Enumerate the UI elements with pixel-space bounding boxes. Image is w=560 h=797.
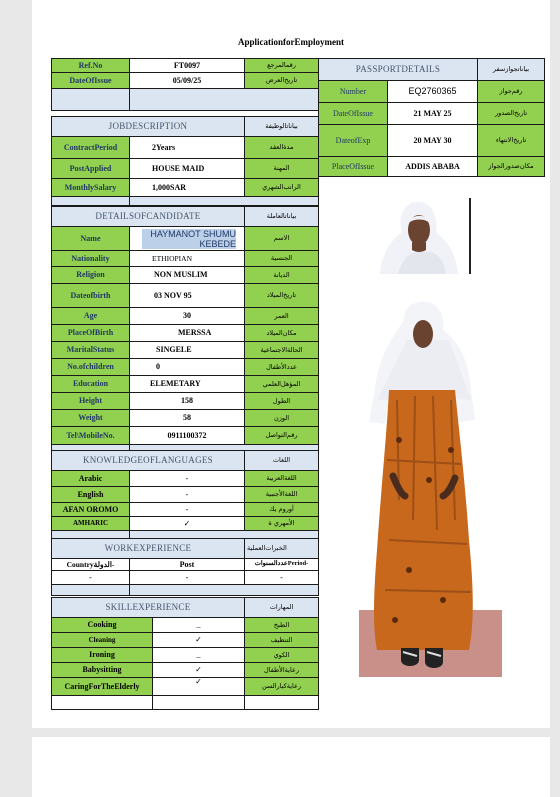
work-country-value: - xyxy=(52,571,130,585)
name-value: HAYMANOT SHUMU KEBEDE xyxy=(142,229,236,249)
skill-elderly-label-ar: رعاية‌كبار‌السن xyxy=(245,678,319,696)
next-page xyxy=(32,737,550,797)
issue-label-ar: تاريخ‌العرض xyxy=(245,73,319,89)
post-label: PostApplied xyxy=(52,159,130,179)
candidate-full-photo xyxy=(359,300,502,677)
work-col-period: عددالسنوات‌Period- xyxy=(245,559,319,571)
candidate-header: DETAILSOFCANDIDATE xyxy=(52,207,245,227)
children-value: 0 xyxy=(130,359,245,376)
age-value: 30 xyxy=(130,308,245,325)
children-label: No.ofchildren xyxy=(52,359,130,376)
skill-babysitting-value: ✓ xyxy=(153,663,245,678)
birthplace-value: MERSSA xyxy=(130,325,245,342)
dob-value: 03 NOV 95 xyxy=(130,284,245,308)
salary-value: 1,000SAR xyxy=(130,179,245,197)
height-label: Height xyxy=(52,393,130,410)
job-header: JOBDESCRIPTION xyxy=(52,117,245,137)
education-label: Education xyxy=(52,376,130,393)
education-value: ELEMETARY xyxy=(130,376,245,393)
passport-issue-value: 21 MAY 25 xyxy=(388,103,478,125)
children-label-ar: عددالأطفال xyxy=(245,359,319,376)
nationality-value: ETHIOPIAN xyxy=(130,251,245,267)
phone-label: Tel\MobileNo. xyxy=(52,427,130,445)
religion-value: NON MUSLIM xyxy=(130,267,245,284)
age-label: Age xyxy=(52,308,130,325)
document-title: ApplicationforEmployment xyxy=(237,37,344,47)
ref-label: Ref.No xyxy=(52,59,130,73)
skill-ironing-label-ar: الكوي xyxy=(245,648,319,663)
name-label-ar: الاسم xyxy=(245,227,319,251)
birthplace-label: PlaceOfBirth xyxy=(52,325,130,342)
lang-oromo-value: - xyxy=(130,503,245,517)
skill-elderly-value: ✓ xyxy=(153,678,245,696)
lang-amharic-label: AMHARIC xyxy=(52,517,130,531)
lang-english-value: - xyxy=(130,487,245,503)
passport-exp-value: 20 MAY 30 xyxy=(388,125,478,157)
lang-arabic-label: Arabic xyxy=(52,471,130,487)
marital-label: MaritalStatus xyxy=(52,342,130,359)
skill-babysitting-label: Babysitting xyxy=(52,663,153,678)
passport-number-label-ar: رقم‌جواز xyxy=(478,81,545,103)
skill-cooking-label: Cooking xyxy=(52,618,153,633)
skill-babysitting-label-ar: رعاية‌الأطفال xyxy=(245,663,319,678)
skill-cooking-label-ar: الطبخ xyxy=(245,618,319,633)
education-label-ar: المؤهل‌العلمي xyxy=(245,376,319,393)
skill-elderly-label: CaringForTheElderly xyxy=(52,678,153,696)
name-label: Name xyxy=(52,227,130,251)
religion-label-ar: الديانة xyxy=(245,267,319,284)
job-table xyxy=(51,116,319,206)
lang-oromo-label: AFAN OROMO xyxy=(52,503,130,517)
skill-cleaning-value: ✓ xyxy=(153,633,245,648)
height-label-ar: الطول xyxy=(245,393,319,410)
passport-exp-label: DateofExp xyxy=(319,125,388,157)
salary-label-ar: الراتب‌الشهري xyxy=(245,179,319,197)
passport-place-value: ADDIS ABABA xyxy=(388,157,478,177)
skill-cooking-value: _ xyxy=(153,618,245,633)
work-col-country: Countryالدولة- xyxy=(52,559,130,571)
passport-header: PASSPORTDETAILS xyxy=(319,59,478,81)
issue-value: 05/09/25 xyxy=(130,73,245,89)
candidate-headshot xyxy=(372,198,472,274)
lang-oromo-label-ar: أوروم يك xyxy=(245,503,319,517)
ref-value: FT0097 xyxy=(130,59,245,73)
work-col-post: Post xyxy=(130,559,245,571)
height-value: 158 xyxy=(130,393,245,410)
phone-value: 0911100372 xyxy=(130,427,245,445)
candidate-header-ar: بياناتالعاملة xyxy=(245,207,319,227)
religion-label: Religion xyxy=(52,267,130,284)
work-table xyxy=(51,538,319,596)
passport-header-ar: بياناتجوازسفر xyxy=(478,59,545,81)
skill-ironing-label: Ironing xyxy=(52,648,153,663)
lang-english-label-ar: اللغةالأجنبية xyxy=(245,487,319,503)
skill-cleaning-label: Cleaning xyxy=(52,633,153,648)
work-period-value: - xyxy=(245,571,319,585)
passport-issue-label: DateOfIssue xyxy=(319,103,388,125)
post-value: HOUSE MAID xyxy=(130,159,245,179)
lang-arabic-value: - xyxy=(130,471,245,487)
age-label-ar: العمر xyxy=(245,308,319,325)
skills-header-ar: المهارات xyxy=(245,598,319,618)
languages-table xyxy=(51,450,319,540)
passport-number-value: EQ2760365 xyxy=(388,81,478,103)
passport-place-label-ar: مكان‌صدورالجواز xyxy=(478,157,545,177)
lang-arabic-label-ar: اللغةالعربية xyxy=(245,471,319,487)
job-header-ar: بياناتالوظيفة xyxy=(245,117,319,137)
post-label-ar: المهنة xyxy=(245,159,319,179)
dob-label: Dateofbirth xyxy=(52,284,130,308)
skill-ironing-value: _ xyxy=(153,648,245,663)
contract-label: ContractPeriod xyxy=(52,137,130,159)
passport-exp-label-ar: تاريخ‌الانتهاء xyxy=(478,125,545,157)
work-header-ar: الخبرات‌العملية xyxy=(245,539,319,559)
marital-value: SINGELE xyxy=(130,342,245,359)
marital-label-ar: الحالةالاجتماعية xyxy=(245,342,319,359)
ref-table xyxy=(51,58,319,111)
skill-cleaning-label-ar: التنظيف xyxy=(245,633,319,648)
nationality-label: Nationality xyxy=(52,251,130,267)
languages-header: KNOWLEDGEOFLANGUAGES xyxy=(52,451,245,471)
skills-header: SKILLEXPERIENCE xyxy=(52,598,245,618)
birthplace-label-ar: مكان‌الميلاد xyxy=(245,325,319,342)
passport-table xyxy=(318,58,545,177)
weight-label-ar: الوزن xyxy=(245,410,319,427)
passport-issue-label-ar: تاريخ‌الصدور xyxy=(478,103,545,125)
work-post-value: - xyxy=(130,571,245,585)
candidate-table xyxy=(51,206,319,454)
lang-english-label: English xyxy=(52,487,130,503)
passport-place-label: PlaceOfIssue xyxy=(319,157,388,177)
work-header: WORKEXPERIENCE xyxy=(52,539,245,559)
dob-label-ar: تاريخ‌الميلاد xyxy=(245,284,319,308)
passport-number-label: Number xyxy=(319,81,388,103)
contract-label-ar: مدةالعقد xyxy=(245,137,319,159)
skills-table xyxy=(51,597,319,710)
lang-amharic-value: ✓ xyxy=(130,517,245,531)
languages-header-ar: اللغات xyxy=(245,451,319,471)
lang-amharic-label-ar: الأمهري ة xyxy=(245,517,319,531)
phone-label-ar: رقم‌التواصل xyxy=(245,427,319,445)
contract-value: 2Years xyxy=(130,137,245,159)
ref-label-ar: رقمالمرجع xyxy=(245,59,319,73)
weight-value: 58 xyxy=(130,410,245,427)
salary-label: MonthlySalary xyxy=(52,179,130,197)
weight-label: Weight xyxy=(52,410,130,427)
issue-label: DateOfIssue xyxy=(52,73,130,89)
nationality-label-ar: الجنسية xyxy=(245,251,319,267)
